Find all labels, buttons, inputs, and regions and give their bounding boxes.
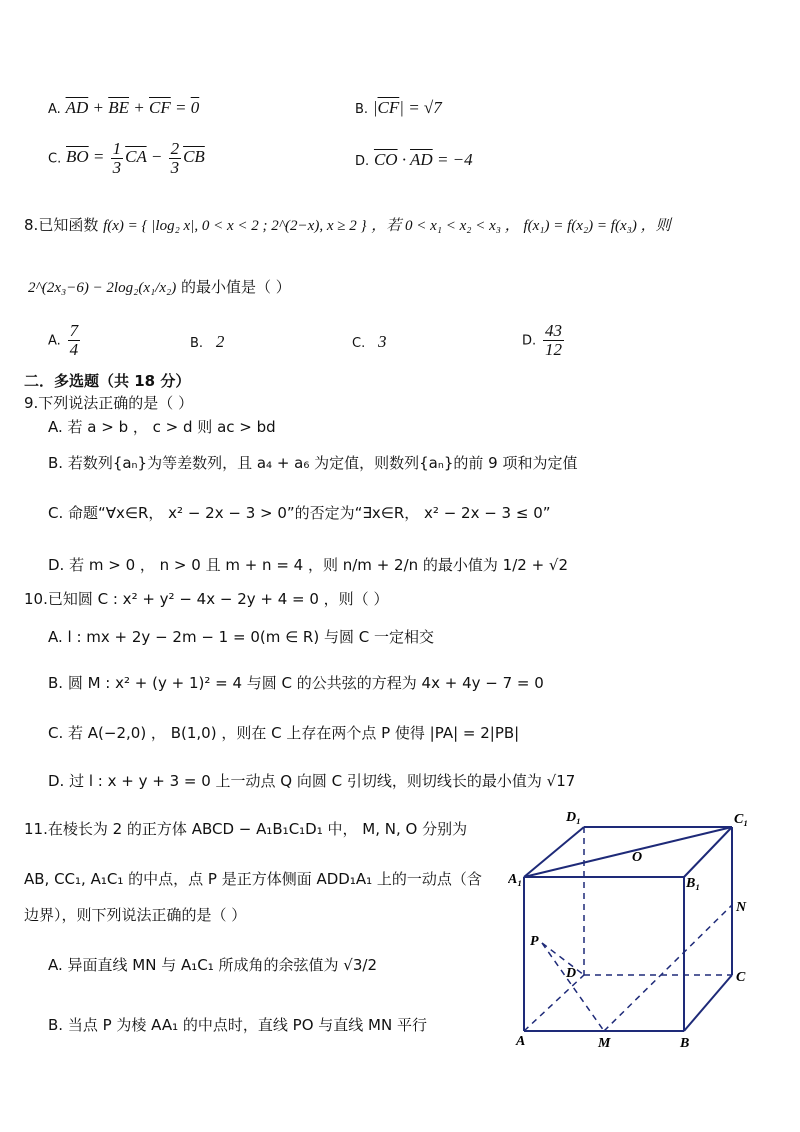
q8-expression-line [28,278,291,297]
q7-option-d [355,150,473,170]
q8-option-a-label: A. [48,333,61,349]
q8-option-d [522,322,566,359]
q8-number: 8. [24,216,39,234]
label-p: P [530,934,539,949]
label-a: A [516,1034,526,1049]
q11-line-2: AB, CC₁, A₁C₁ 的中点，点 P 是正方体侧面 ADD₁A₁ 上的一动点（含 [24,870,482,888]
q8-tail: 的最小值是（ ） [181,278,291,296]
label-m: M [598,1036,611,1051]
segment-m-n-hidden [604,905,732,1031]
q7-option-a-label: A. [48,102,61,117]
q7-option-c [48,140,205,177]
q7-option-a [48,98,199,118]
q11-option-b: B. 当点 P 为棱 AA₁ 的中点时，直线 PO 与直线 MN 平行 [48,1016,427,1034]
q7-option-b-expr: $|\overline{CF}| = √7$ [372,98,442,117]
q7-option-d-label: D. [355,154,370,169]
label-n: N [736,900,747,915]
q8-option-a-den: 4 [69,339,79,359]
edge-b-c [684,975,732,1031]
q10-option-b: B. 圆 M : x² + (y + 1)² = 4 与圆 C 的公共弦的方程为 4x + 4y − 7 = 0 [48,674,544,692]
q10-option-c: C. 若 A(−2,0) ， B(1,0) ，则在 C 上存在两个点 P 使得 |PA| = 2|PB| [48,724,520,742]
q7-option-c-expr: $\overline{BO}$ = $\frac{1}{3}$ $\overline{CA}$ − $\frac{2}{3}$ $\overline{CB}$ [66,139,205,177]
q9-option-b: B. 若数列{aₙ}为等差数列，且 a₄ + a₆ 为定值，则数列{aₙ}的前 9 项和为定值 [48,454,578,472]
segment-p-m-hidden [542,943,604,1031]
q8-function: f(x) = { |log₂ x|, 0 < x < 2 ; 2^(2−x), x ≥ 2 } [103,218,367,234]
q8-option-b-value: 2 [215,332,225,351]
q8-option-d-label: D. [522,333,537,349]
q8-option-a-num: 7 [69,321,79,340]
q8-option-a [48,322,82,359]
label-b1: B₁ [686,876,701,891]
q8-option-d-frac [543,322,564,359]
segment-p-d-hidden [542,943,584,975]
q8-expression: 2^(2x₃−6) − 2log₂(x₁/x₂) [28,280,177,296]
q8-option-c-value: 3 [378,332,387,351]
cube-figure [508,805,768,1055]
q9-option-d: D. 若 m > 0 ， n > 0 且 m + n = 4 ，则 n/m + 2/n 的最小值为 1/2 + √2 [48,556,569,574]
q7-option-a-expr: $\overline{AD} + \overline{BE} + \overline{CF} = 0$ [65,98,200,117]
q8-option-d-den: 12 [544,339,562,359]
q8-option-c-label: C. [352,336,366,351]
q7-option-d-expr: $\overline{CO} \cdot \overline{AD} = -4$ [373,150,473,169]
label-a1: A₁ [508,872,523,887]
q8-option-b-label: B. [190,336,204,351]
q10-stem: 10.已知圆 C : x² + y² − 4x − 2y + 4 = 0 ，则（ ） [24,590,389,608]
q11-line-1: 11.在棱长为 2 的正方体 ABCD − A₁B₁C₁D₁ 中， M, N, O 分别为 [24,820,468,838]
q11-option-a: A. 异面直线 MN 与 A₁C₁ 所成角的余弦值为 √3/2 [48,956,377,974]
label-d: D [566,966,577,981]
q10-option-d: D. 过 l : x + y + 3 = 0 上一动点 Q 向圆 C 引切线，则切线长的最小值为 √17 [48,772,576,790]
q11-line-3: 边界），则下列说法正确的是（ ） [24,906,247,924]
q8-condition: ，若 0 < x₁ < x₂ < x₃ ， f(x₁) = f(x₂) = f(x₃) ，则 [371,218,671,234]
q9-option-c: C. 命题“∀x∈R， x² − 2x − 3 > 0”的否定为“∃x∈R， x² − 2x − 3 ≤ 0” [48,504,551,522]
label-b: B [680,1036,690,1051]
label-d1: D₁ [566,810,581,825]
q8-option-a-frac [68,322,81,359]
q7-option-b-label: B. [355,102,369,117]
edge-a-d-hidden [524,975,584,1031]
q8-option-d-num: 43 [544,321,562,340]
label-o: O [632,850,643,865]
q7-option-c-label: C. [48,151,62,167]
q10-option-a: A. l : mx + 2y − 2m − 1 = 0(m ∈ R) 与圆 C 一定相交 [48,628,434,646]
q8-stem-prefix: 已知函数 [38,216,99,234]
section-2-title: 二．多选题（共 18 分） [24,372,191,390]
label-c: C [736,970,746,985]
q9-stem: 9.下列说法正确的是（ ） [24,394,194,412]
q8-option-c [352,332,387,352]
q8-stem [24,216,671,235]
q8-option-b [190,332,224,352]
edge-b1-c1 [684,827,732,877]
label-c1: C₁ [734,812,749,827]
q9-option-a: A. 若 a > b ， c > d 则 ac > bd [48,418,276,436]
q7-option-b [355,98,442,118]
